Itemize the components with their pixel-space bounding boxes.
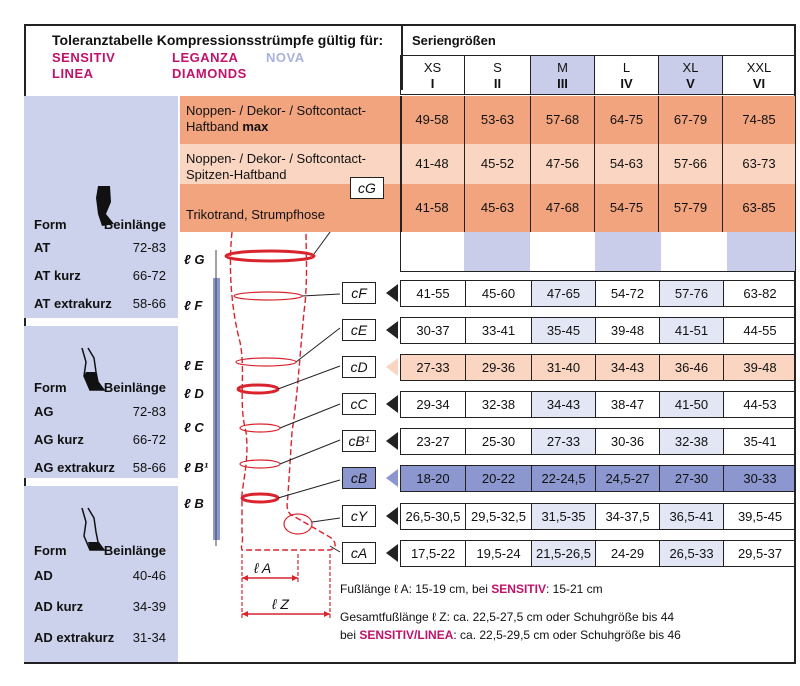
form-row (34, 296, 170, 311)
table-title: Toleranztabelle Kompressionsstrümpfe gültig für: (52, 32, 384, 48)
band-value-cell: 54-63 (594, 144, 658, 184)
pointer-icon (386, 321, 398, 339)
measure-value-cell: 41-50 (659, 392, 723, 417)
brand-sensitiv: SENSITIV (52, 50, 116, 65)
form-row (34, 240, 170, 255)
size-roman: III (557, 76, 568, 91)
size-header-cell (658, 55, 723, 95)
measure-value-cell: 33-41 (465, 318, 531, 343)
band-value-cell: 63-73 (722, 144, 795, 184)
circumference-label-box: cE (342, 319, 376, 341)
form-length: 34-39 (132, 599, 166, 614)
measure-value-cell: 32-38 (659, 429, 723, 454)
pointer-icon (386, 395, 398, 413)
band-label-bold: max (242, 119, 269, 134)
circumference-label-box: cC (342, 393, 376, 415)
size-roman: I (430, 76, 435, 91)
measure-value-cell: 63-82 (723, 281, 796, 306)
measure-value-cell: 29-34 (416, 397, 450, 412)
measure-value-cell: 39-48 (595, 318, 659, 343)
measure-row (400, 391, 795, 418)
measure-value-cell: 30-33 (723, 466, 796, 491)
form-code: AG kurz (34, 432, 84, 447)
leg-measure-label: ℓ C (184, 420, 204, 435)
measure-value-cell: 17,5-22 (410, 546, 456, 561)
measure-value-cell: 24-29 (595, 541, 659, 566)
band-value-cell: 57-68 (530, 96, 594, 144)
measure-value-cell: 34-43 (531, 392, 595, 417)
measure-value-cell: 41-51 (659, 318, 723, 343)
band-label-line: Noppen- / Dekor- / Softcontact- (186, 103, 366, 118)
form-row (34, 404, 170, 419)
measure-value-cell: 44-55 (723, 318, 796, 343)
band-label-line: Haftband (186, 119, 243, 134)
measure-value-cell: 27-33 (531, 429, 595, 454)
foot-label-z: ℓ Z (272, 596, 289, 612)
ring-f (234, 292, 302, 300)
form-length: 58-66 (132, 460, 166, 475)
leg-measure-label: ℓ D (184, 386, 204, 401)
note-brand: SENSITIV/LINEA (359, 628, 454, 642)
spacer-row (400, 232, 795, 272)
band-value-cell: 41-58 (415, 200, 449, 215)
form-length: 66-72 (132, 268, 166, 283)
ring-g (226, 251, 314, 261)
measure-row (400, 465, 795, 492)
measure-row (400, 280, 795, 307)
band-value-cell: 67-79 (658, 96, 722, 144)
size-label: XL (682, 60, 699, 75)
band-value-cell: 47-56 (530, 144, 594, 184)
pointer-icon (386, 469, 398, 487)
measure-value-cell: 18-20 (416, 471, 450, 486)
circumference-label-box: cY (342, 505, 376, 527)
leg-measure-label: ℓ B (184, 496, 204, 511)
band-value-cell: 53-63 (464, 96, 530, 144)
measure-value-cell: 29,5-32,5 (465, 504, 531, 529)
leg-measure-label: ℓ B¹ (184, 460, 209, 475)
ring-d (238, 385, 278, 393)
measure-value-cell: 24,5-27 (595, 466, 659, 491)
band-label-line: Trikotrand, Strumpfhose (186, 207, 325, 222)
band-value-cell: 74-85 (722, 96, 795, 144)
size-label: M (557, 60, 568, 75)
size-header-cell (464, 55, 531, 95)
measure-value-cell: 47-65 (531, 281, 595, 306)
note-gesamt: Gesamtfußlänge ℓ Z: ca. 22,5-27,5 cm oder Schuhgröße bis 44 (340, 610, 675, 624)
beinlaenge-label: Beinlänge (103, 543, 166, 558)
measure-value-cell: 36,5-41 (659, 504, 723, 529)
measure-value-cell: 23-27 (416, 434, 450, 449)
pointer-icon (386, 432, 398, 450)
measure-value-cell: 39,5-45 (723, 504, 796, 529)
note-brand: SENSITIV (491, 582, 546, 596)
size-roman: V (686, 76, 695, 91)
band-value-cell: 57-66 (658, 144, 722, 184)
form-code: AG (34, 404, 54, 419)
measure-value-cell: 39-48 (723, 355, 796, 380)
measure-row (400, 354, 795, 381)
leg-measure-label: ℓ E (184, 358, 203, 373)
ring-c (240, 424, 280, 432)
measure-value-cell: 21,5-26,5 (531, 541, 595, 566)
note-fusslaenge (340, 582, 603, 596)
band-value-cell: 41-48 (415, 156, 449, 171)
size-label: L (622, 60, 631, 75)
measure-value-cell: 54-72 (595, 281, 659, 306)
measure-value-cell: 30-37 (416, 323, 450, 338)
measure-value-cell: 45-60 (465, 281, 531, 306)
measure-value-cell: 35-45 (531, 318, 595, 343)
brand-diamonds: DIAMONDS (172, 66, 247, 81)
band-value-cell: 49-58 (415, 112, 449, 127)
pointer-icon (386, 544, 398, 562)
form-code: AT extrakurz (34, 296, 112, 311)
panel-ag-header (34, 380, 170, 395)
measure-value-cell: 19,5-24 (465, 541, 531, 566)
circumference-label-box: cB (342, 467, 376, 489)
form-length: 66-72 (132, 432, 166, 447)
form-panel-ag (24, 326, 178, 478)
measure-value-cell: 20-22 (465, 466, 531, 491)
pointer-icon (386, 284, 398, 302)
size-roman: II (493, 76, 502, 91)
form-code: AD kurz (34, 599, 84, 614)
note-text: bei (340, 628, 360, 642)
band-label-line: Noppen- / Dekor- / Softcontact- (186, 151, 366, 166)
spacer-shade (464, 232, 530, 271)
size-label: S (493, 60, 502, 75)
panel-at-header (34, 217, 170, 232)
band-value-cell: 45-52 (464, 144, 530, 184)
form-label: Form (34, 380, 67, 395)
measure-value-cell: 22-24,5 (531, 466, 595, 491)
ring-e (236, 358, 296, 366)
note-text: : ca. 22,5-29,5 cm oder Schuhgröße bis 46 (453, 628, 681, 642)
form-row (34, 599, 170, 614)
size-header-cell (400, 55, 465, 95)
cg-label-box: cG (350, 177, 384, 199)
ring-b (242, 494, 278, 502)
measure-row (400, 428, 795, 455)
measure-value-cell: 38-47 (595, 392, 659, 417)
measure-row (400, 317, 795, 344)
leg-measure-label: ℓ F (184, 298, 203, 313)
measure-value-cell: 31-40 (531, 355, 595, 380)
form-length: 72-83 (132, 404, 166, 419)
band-value-cell: 63-85 (722, 184, 795, 232)
measure-value-cell: 34-37,5 (595, 504, 659, 529)
band-label-line: Spitzen-Haftband (186, 167, 287, 182)
note-sensitiv-linea (340, 628, 681, 642)
form-row (34, 568, 170, 583)
measure-value-cell: 29,5-37 (723, 541, 796, 566)
brand-linea: LINEA (52, 66, 94, 81)
measure-value-cell: 34-43 (595, 355, 659, 380)
size-label: XS (423, 60, 442, 75)
circumference-label-box: cB¹ (342, 430, 376, 452)
spacer-shade (595, 232, 661, 271)
circumference-label-box: cF (342, 282, 376, 304)
form-code: AD (34, 568, 53, 583)
form-length: 40-46 (132, 568, 166, 583)
measure-value-cell: 35-41 (723, 429, 796, 454)
measure-value-cell: 27-33 (416, 360, 450, 375)
size-roman: VI (752, 76, 766, 91)
measure-row (400, 503, 795, 530)
size-header-cell (722, 55, 796, 95)
pointer-icon (386, 358, 398, 376)
band-label-trikot (180, 204, 400, 226)
band-value-cell: 64-75 (594, 96, 658, 144)
form-label: Form (34, 543, 67, 558)
form-row (34, 432, 170, 447)
band-value-cell: 57-79 (658, 184, 722, 232)
measure-value-cell: 26,5-30,5 (405, 509, 461, 524)
form-code: AD extrakurz (34, 630, 115, 645)
form-label: Form (34, 217, 67, 232)
measure-row (400, 540, 795, 567)
measure-value-cell: 29-36 (465, 355, 531, 380)
circumference-label-box: cA (342, 542, 376, 564)
ring-b1 (240, 460, 280, 468)
size-header-cell (530, 55, 595, 95)
brand-leganza: LEGANZA (172, 50, 239, 65)
form-panel-at (24, 96, 178, 318)
foot-label-a: ℓ A (254, 560, 272, 576)
size-header-cell (594, 55, 659, 95)
form-row (34, 460, 170, 475)
form-length: 31-34 (132, 630, 166, 645)
pointer-icon (386, 507, 398, 525)
measure-value-cell: 36-46 (659, 355, 723, 380)
band-value-cell: 54-75 (594, 184, 658, 232)
band-value-cell: 45-63 (464, 184, 530, 232)
measure-value-cell: 30-36 (595, 429, 659, 454)
measure-value-cell: 57-76 (659, 281, 723, 306)
form-code: AT kurz (34, 268, 81, 283)
measure-value-cell: 44-53 (723, 392, 796, 417)
note-text: Fußlänge ℓ A: 15-19 cm, bei (340, 582, 492, 596)
form-length: 72-83 (132, 240, 166, 255)
form-row (34, 268, 170, 283)
size-label: XXL (746, 60, 772, 75)
form-length: 58-66 (132, 296, 166, 311)
circumference-label-box: cD (342, 356, 376, 378)
measure-value-cell: 25-30 (465, 429, 531, 454)
panel-ad-header (34, 543, 170, 558)
size-roman: IV (620, 76, 633, 91)
band-value-cell: 47-68 (530, 184, 594, 232)
measure-value-cell: 27-30 (659, 466, 723, 491)
measure-value-cell: 31,5-35 (531, 504, 595, 529)
beinlaenge-label: Beinlänge (103, 380, 166, 395)
measure-value-cell: 41-55 (416, 286, 450, 301)
series-title: Seriengrößen (412, 33, 496, 48)
form-code: AG extrakurz (34, 460, 115, 475)
beinlaenge-label: Beinlänge (103, 217, 166, 232)
measure-value-cell: 26,5-33 (659, 541, 723, 566)
form-code: AT (34, 240, 51, 255)
form-row (34, 630, 170, 645)
leg-measure-label: ℓ G (184, 252, 205, 267)
note-text: : 15-21 cm (545, 582, 603, 596)
spacer-shade (727, 232, 795, 271)
measure-value-cell: 32-38 (465, 392, 531, 417)
brand-nova: NOVA (266, 50, 305, 65)
band-label-max (180, 100, 400, 138)
